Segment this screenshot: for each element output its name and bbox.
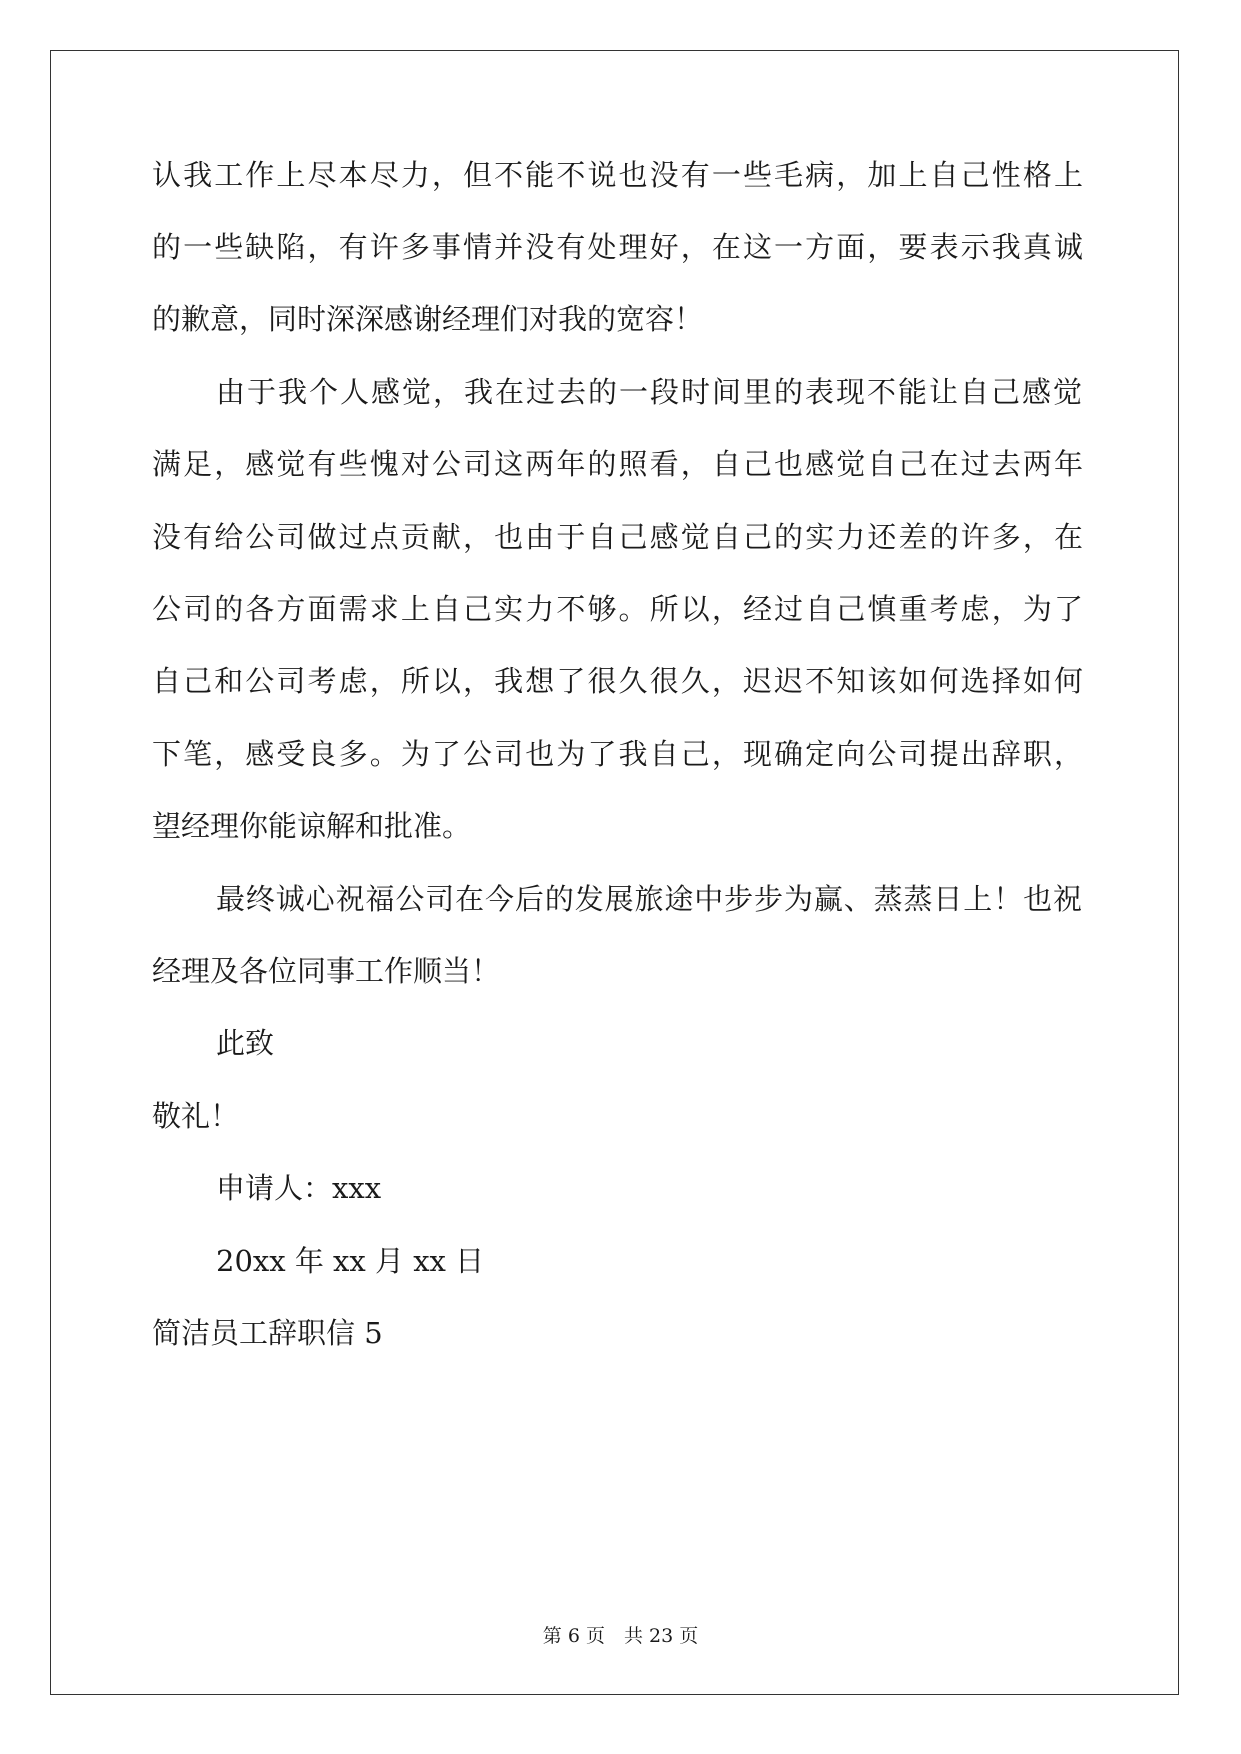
body-line-1: 认我工作上尽本尽力，但不能不说也没有一些毛病，加上自己性格上 [152, 158, 1083, 192]
body-line-10: 望经理你能谅解和批准。 [152, 809, 472, 843]
body-line-2: 的一些缺陷，有许多事情并没有处理好，在这一方面，要表示我真诚 [152, 230, 1083, 264]
body-line-8: 自己和公司考虑，所以，我想了很久很久，迟迟不知该如何选择如何 [152, 664, 1083, 698]
body-line-12: 经理及各位同事工作顺当！ [152, 954, 501, 988]
body-line-9: 下笔，感受良多。为了公司也为了我自己，现确定向公司提出辞职， [152, 737, 1083, 771]
body-line-7: 公司的各方面需求上自己实力不够。所以，经过自己慎重考虑，为了 [152, 592, 1083, 626]
closing-salutation: 此致 [216, 1026, 275, 1060]
body-line-6: 没有给公司做过点贡献，也由于自己感觉自己的实力还差的许多，在 [152, 520, 1083, 554]
body-line-5: 满足，感觉有些愧对公司这两年的照看，自己也感觉自己在过去两年 [152, 447, 1083, 481]
body-line-3: 的歉意，同时深深感谢经理们对我的宽容！ [152, 302, 704, 336]
page-border [50, 50, 1179, 1695]
date-line: 20xx 年 xx 月 xx 日 [216, 1244, 485, 1278]
next-section-title: 简洁员工辞职信 5 [152, 1316, 383, 1350]
body-line-4: 由于我个人感觉，我在过去的一段时间里的表现不能让自己感觉 [216, 375, 1082, 409]
applicant-line: 申请人：xxx [216, 1171, 382, 1205]
closing-regards: 敬礼！ [152, 1099, 240, 1133]
page-number-footer: 第 6 页 共 23 页 [542, 1625, 699, 1647]
body-line-11: 最终诚心祝福公司在今后的发展旅途中步步为赢、蒸蒸日上！也祝 [216, 882, 1082, 916]
